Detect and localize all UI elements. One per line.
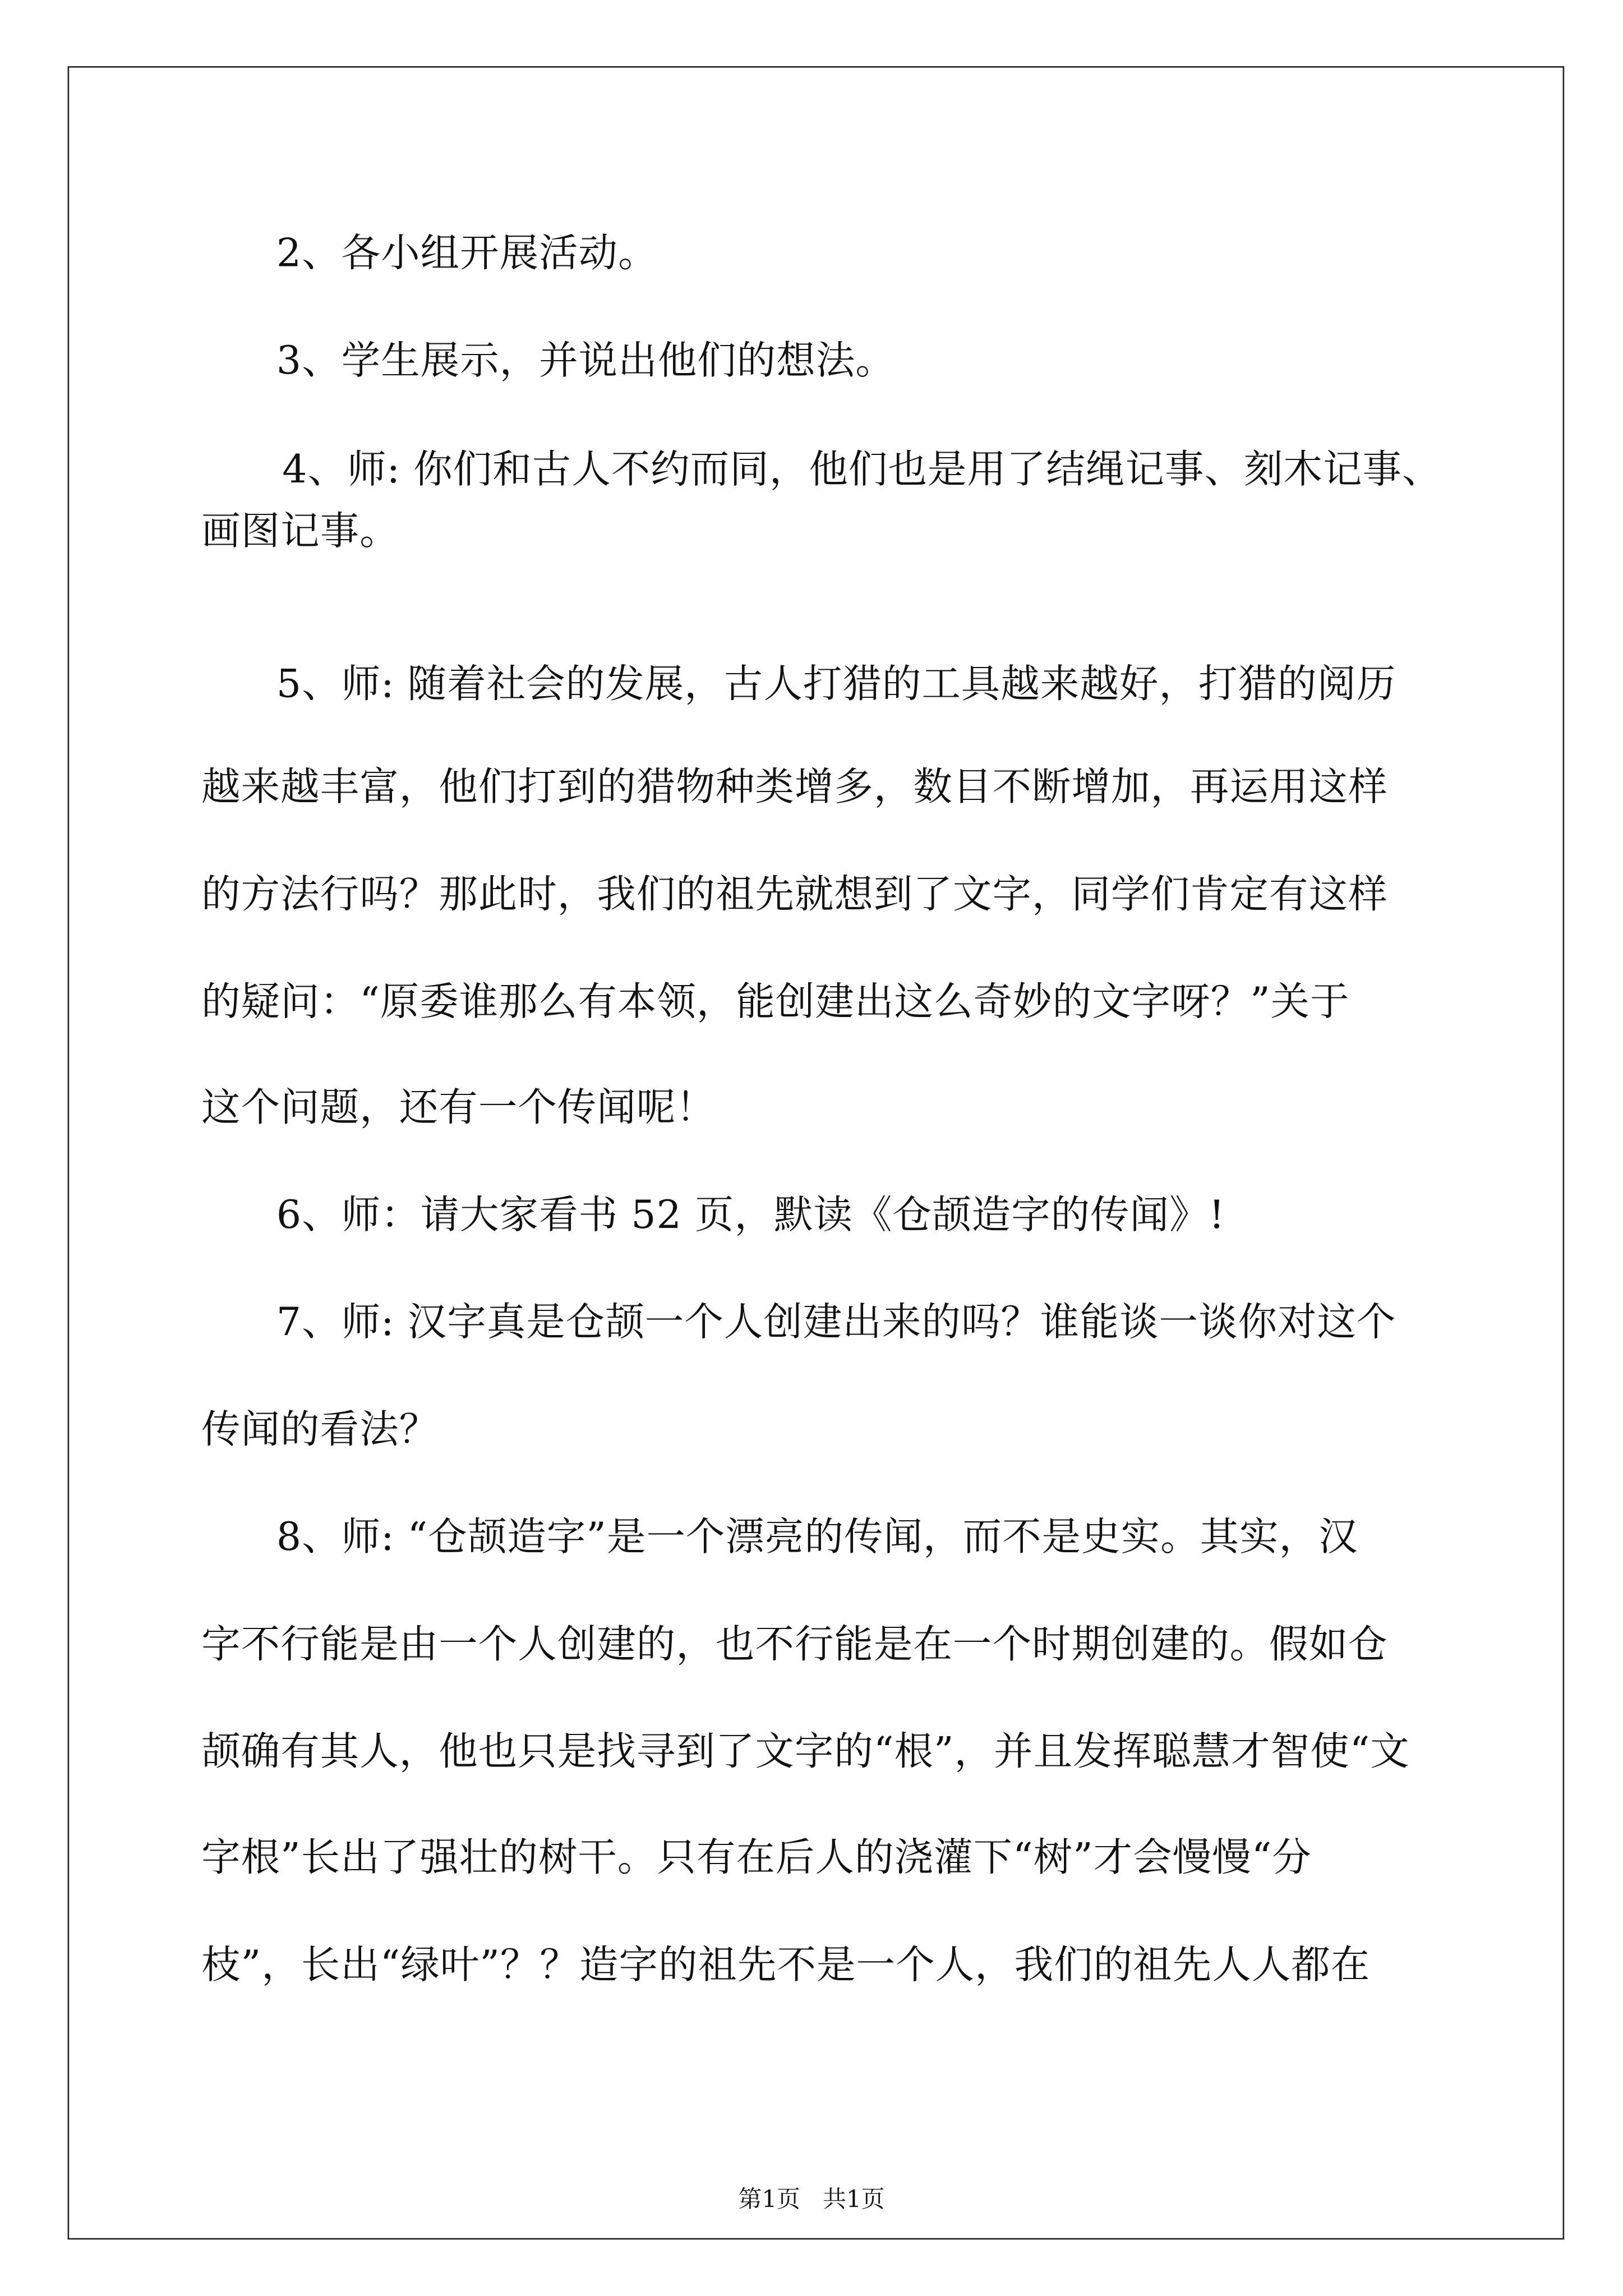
text-line: 8、师: “仓颉造字”是一个漂亮的传闻，而不是史实。其实，汉 — [276, 1515, 1358, 1561]
text-line: 枝”，长出“绿叶”？？造字的祖先不是一个人，我们的祖先人人都在 — [201, 1942, 1371, 1989]
text-line: 7、师: 汉字真是仓颉一个人创建出来的吗？谁能谈一谈你对这个 — [276, 1300, 1396, 1346]
text-line: 字不行能是由一个人创建的，也不行能是在一个时期创建的。假如仓 — [201, 1622, 1388, 1668]
text-line: 越来越丰富，他们打到的猎物种类增多，数目不断增加，再运用这样 — [201, 765, 1388, 811]
page-footer: 第1页 共1页 — [738, 2185, 885, 2214]
text-line: 颉确有其人，他也只是找寻到了文字的“根”，并且发挥聪慧才智使“文 — [201, 1729, 1410, 1775]
text-line: 的方法行吗？那此时，我们的祖先就想到了文字，同学们肯定有这样 — [201, 872, 1388, 918]
text-line: 的疑问：“原委谁那么有本领，能创建出这么奇妙的文字呀？”关于 — [201, 979, 1350, 1025]
text-line: 6、师：请大家看书 52 页，默读《仓颉造字的传闻》! — [276, 1192, 1225, 1239]
text-line: 传闻的看法？ — [201, 1407, 439, 1453]
text-line: 字根”长出了强壮的树干。只有在后人的浇灌下“树”才会慢慢“分 — [201, 1835, 1312, 1881]
text-line: 5、师: 随着社会的发展，古人打猎的工具越来越好，打猎的阅历 — [276, 661, 1396, 707]
page-border — [68, 66, 1565, 2239]
text-line: 4、师: 你们和古人不约而同，他们也是用了结绳记事、刻木记事、 — [282, 447, 1442, 493]
text-line: 3、学生展示，并说出他们的想法。 — [276, 338, 895, 384]
text-line: 2、各小组开展活动。 — [276, 231, 658, 277]
text-line: 画图记事。 — [201, 509, 399, 555]
text-line: 这个问题，还有一个传闻呢！ — [201, 1085, 716, 1131]
